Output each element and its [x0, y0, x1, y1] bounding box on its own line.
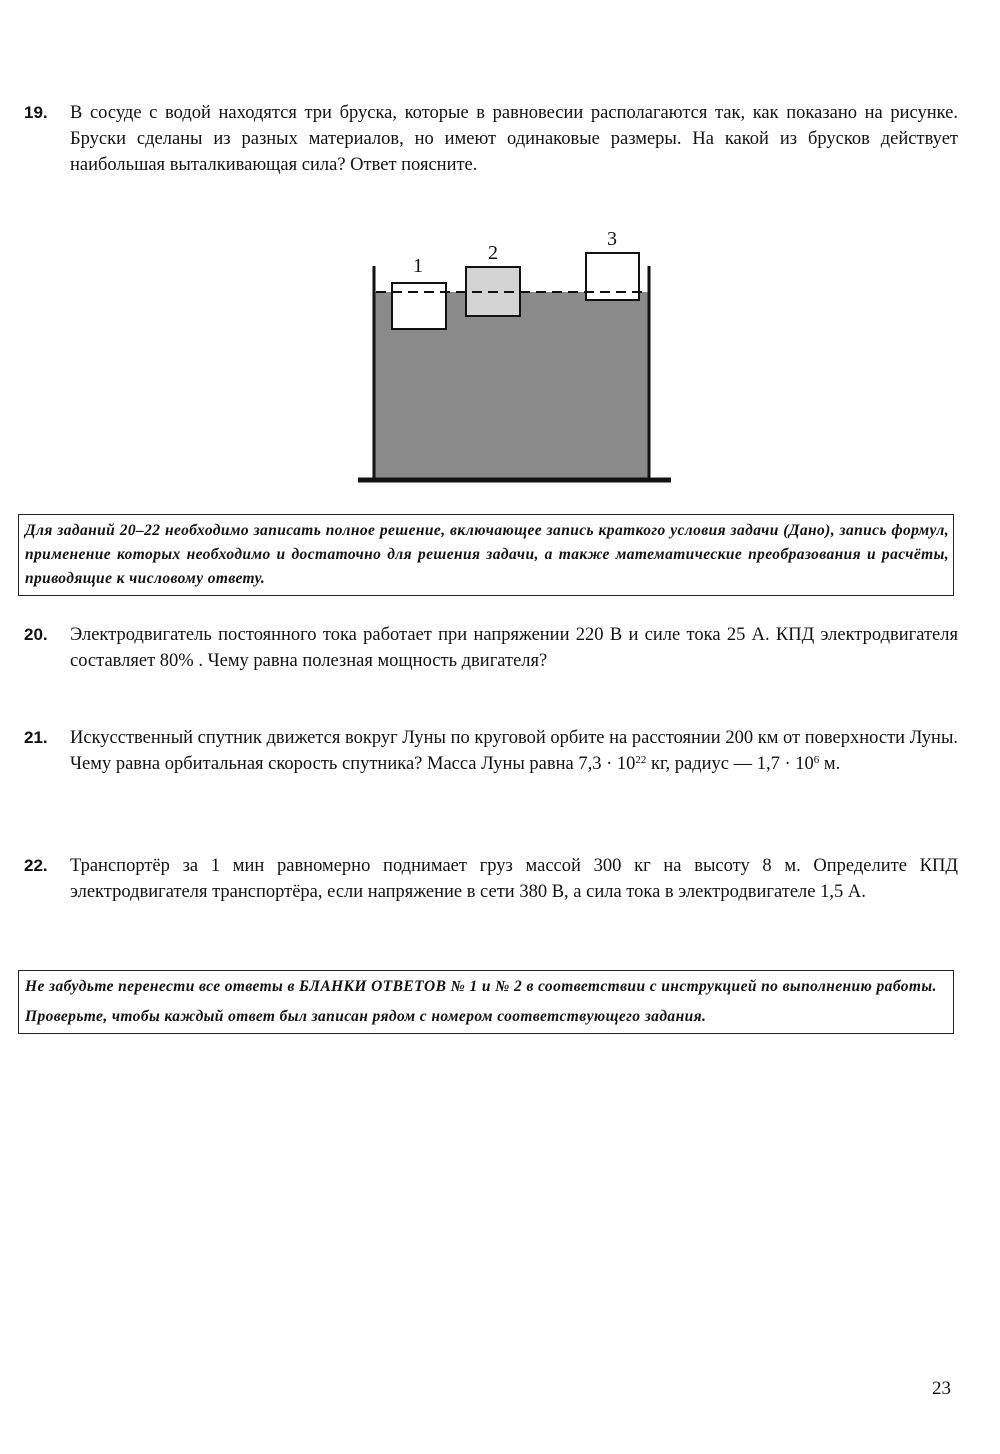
vessel-figure — [350, 222, 680, 488]
task-number: 19. — [24, 103, 48, 122]
instructions-text: Для заданий 20–22 необходимо записать полное решение, включающее запись краткого условия задачи (Дано), запись формул, применение которых необходимо и достаточно для решения задачи, а также математические преобразования и расчёты, приводящие к числовому ответу. — [25, 522, 949, 587]
page-number: 23 — [932, 1378, 951, 1399]
task-text: Транспортёр за 1 мин равномерно поднимает груз массой 300 кг на высоту 8 м. Определите КПД электродвигателя транспортёра, если напряжение в сети 380 В, а сила тока в электродвигателе 1,5 А. — [70, 856, 958, 902]
reminder-box — [18, 970, 954, 1034]
task-text — [70, 725, 958, 777]
block-label-3: 3 — [607, 228, 617, 250]
reminder-paragraph-2: Проверьте, чтобы каждый ответ был записан рядом с номером соответствующего задания. — [25, 1008, 707, 1025]
reminder-paragraph-1: Не забудьте перенести все ответы в БЛАНКИ ОТВЕТОВ № 1 и № 2 в соответствии с инструкцией по выполнению работы. — [25, 978, 937, 995]
block-label-1: 1 — [413, 255, 423, 277]
task-text-part: кг, радиус — 1,7 · 10 — [646, 754, 814, 774]
task-number: 22. — [24, 856, 48, 875]
task-19 — [24, 100, 958, 178]
exponent: 6 — [813, 754, 820, 766]
task-text: Электродвигатель постоянного тока работает при напряжении 220 В и силе тока 25 А. КПД электродвигателя составляет 80% . Чему равна полезная мощность двигателя? — [70, 625, 958, 671]
task-text-part: м. — [819, 754, 841, 774]
block-1 — [392, 283, 446, 329]
task-number: 21. — [24, 728, 48, 747]
instructions-box — [18, 514, 954, 596]
task-20 — [24, 622, 958, 674]
task-text-part: Искусственный спутник движется вокруг Луны по круговой орбите на расстоянии 200 км от поверхности Луны. Чему равна орбитальная скорость спутника? Масса Луны равна 7,3 · 10 — [70, 728, 958, 774]
task-21 — [24, 725, 958, 777]
task-number: 20. — [24, 625, 48, 644]
block-label-2: 2 — [488, 242, 498, 264]
task-text: В сосуде с водой находятся три бруска, которые в равновесии располагаются так, как показано на рисунке. Бруски сделаны из разных материалов, но имеют одинаковые размеры. На какой из брусков действует наибольшая выталкивающая сила? Ответ поясните. — [70, 103, 958, 175]
exponent: 22 — [635, 754, 647, 766]
task-22 — [24, 853, 958, 905]
